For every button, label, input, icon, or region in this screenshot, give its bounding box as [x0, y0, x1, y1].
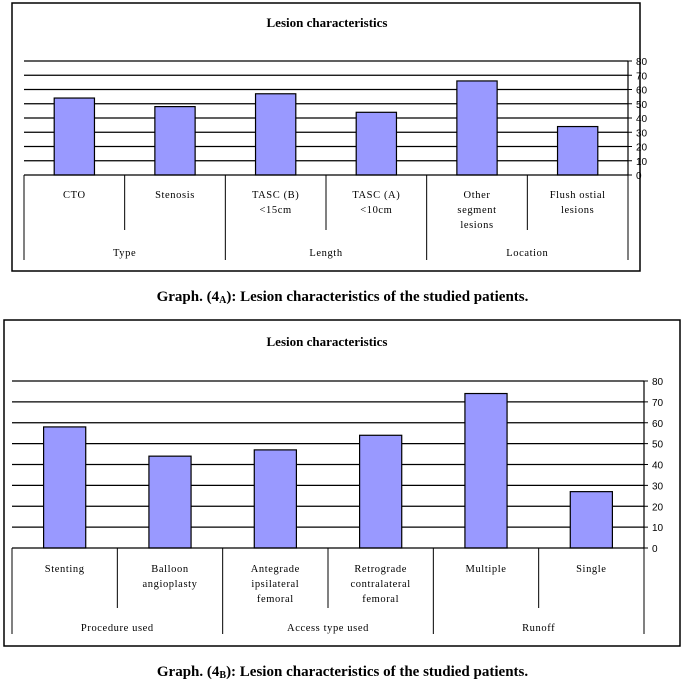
chart-b-title: Lesion characteristics [266, 334, 388, 349]
chart-a-bar-4 [356, 112, 396, 175]
chart-b-category-label: angioplasty [142, 579, 198, 590]
chart-b-y-tick-label: 80 [652, 377, 664, 388]
chart-b-category-label: Stenting [44, 564, 85, 575]
chart-b-y-tick-label: 10 [652, 523, 664, 535]
chart-b-y-tick-label: 0 [652, 544, 658, 555]
chart-b-frame [4, 320, 680, 646]
chart-b-category-label: Antegrade [250, 564, 300, 575]
chart-a-category-label: CTO [63, 190, 86, 201]
caption-a [0, 289, 685, 306]
chart-b-y-tick-label: 70 [652, 397, 664, 409]
chart-a-category-label: lesions [460, 220, 494, 231]
chart-b-y-tick-label: 60 [652, 418, 664, 430]
chart-b-y-tick-label: 50 [652, 439, 664, 451]
chart-a-category-label: Flush ostial [549, 190, 606, 201]
caption-b [0, 664, 685, 681]
chart-a-category-label: TASC (B) [251, 190, 300, 201]
chart-a-category-label: segment [457, 205, 497, 216]
caption-a-sub: A [219, 295, 227, 306]
chart-b-category-label: ipsilateral [251, 579, 300, 590]
chart-b-category-label: Balloon [151, 564, 189, 575]
chart-b-bar-3 [254, 450, 296, 548]
chart-a-y-tick-label: 80 [636, 57, 648, 68]
chart-a-category-label: Stenosis [155, 190, 195, 201]
chart-a-y-tick-label: 0 [636, 171, 642, 182]
chart-a-group-label: Location [506, 248, 549, 259]
chart-a-frame [12, 3, 640, 271]
chart-a-category-label: lesions [560, 205, 595, 216]
chart-b-bar-1 [44, 427, 86, 548]
chart-b-category-label: Single [576, 564, 607, 575]
chart-a-bar-2 [155, 107, 195, 175]
chart-b-bar-2 [149, 456, 191, 548]
chart-a-category-label: Other [463, 190, 491, 201]
chart-a-category-label: TASC (A) [352, 190, 401, 201]
chart-b-y-tick-label: 30 [652, 481, 664, 493]
chart-a-group-label: Length [309, 248, 343, 259]
chart-b-category-label: contralateral [350, 579, 411, 590]
chart-a-category-label: <10cm [360, 205, 393, 216]
chart-a-title: Lesion characteristics [266, 15, 388, 30]
chart-a-bar-1 [54, 98, 94, 175]
chart-b-y-tick-label: 40 [652, 460, 664, 472]
chart-a-y-tick-label: 60 [636, 85, 648, 97]
chart-a-bar-6 [558, 127, 598, 175]
chart-a-y-tick-label: 10 [636, 156, 648, 168]
chart-b-category-label: Multiple [465, 564, 507, 575]
chart-b-category-label: femoral [256, 594, 294, 605]
chart-panel-a [0, 0, 685, 280]
chart-a-y-tick-label: 50 [636, 99, 648, 111]
chart-panel-b [0, 318, 685, 648]
caption-a-prefix: Graph. (4 [156, 289, 220, 305]
chart-b-svg [0, 318, 685, 648]
chart-b-y-tick-label: 20 [652, 502, 664, 514]
chart-a-y-tick-label: 30 [636, 128, 648, 140]
chart-a-category-label: <15cm [259, 205, 292, 216]
chart-a-y-tick-label: 20 [636, 142, 648, 154]
caption-b-sub: B [219, 670, 227, 681]
chart-a-y-tick-label: 40 [636, 114, 648, 125]
chart-b-bar-6 [570, 492, 612, 548]
caption-b-prefix: Graph. (4 [156, 664, 220, 680]
chart-a-y-tick-label: 70 [636, 71, 648, 83]
chart-a-group-label: Type [113, 248, 137, 259]
chart-b-group-label: Runoff [522, 623, 556, 634]
caption-a-suffix: ): Lesion characteristics of the studied patients. [226, 289, 529, 305]
chart-a-bar-5 [457, 81, 497, 175]
chart-b-group-label: Procedure used [80, 623, 154, 634]
chart-b-bar-5 [465, 394, 507, 548]
caption-b-suffix: ): Lesion characteristics of the studied patients. [226, 664, 529, 680]
chart-b-bar-4 [360, 435, 402, 548]
chart-a-svg [0, 0, 685, 280]
chart-b-group-label: Access type used [287, 623, 369, 634]
chart-b-category-label: Retrograde [354, 564, 407, 575]
chart-b-category-label: femoral [362, 594, 400, 605]
chart-a-bar-3 [256, 94, 296, 175]
